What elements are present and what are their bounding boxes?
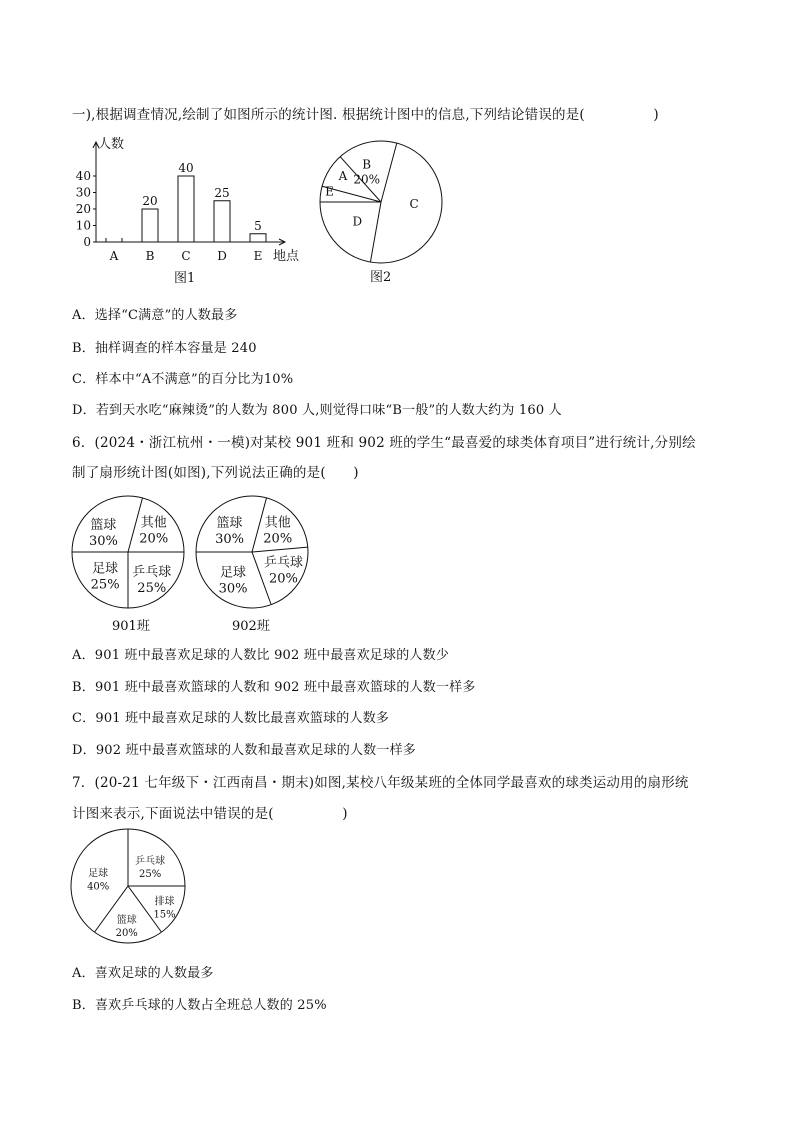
figure-caption: 图1 <box>174 271 196 286</box>
y-tick-label: 0 <box>83 235 91 249</box>
pie-slice-label: 排球 <box>154 896 175 908</box>
bar <box>250 234 266 242</box>
q6-option-a: A．901 班中最喜欢足球的人数比 902 班中最喜欢足球的人数少 <box>72 648 450 663</box>
bar <box>142 209 158 242</box>
pie-slice-label: 乒乓球 <box>132 564 172 580</box>
pie-caption: 902班 <box>232 619 270 634</box>
x-tick-label: B <box>145 249 155 263</box>
pie-slice-label: 足球 <box>220 565 247 581</box>
pie-slice-percent: 15% <box>153 909 176 921</box>
pie-slice-label: 乒乓球 <box>263 555 303 571</box>
y-tick-label: 30 <box>75 185 91 200</box>
y-tick-label: 40 <box>75 169 91 183</box>
pie-slice-percent: 40% <box>87 881 110 893</box>
pie-slice-percent: 30% <box>218 581 248 597</box>
pie-slice-percent: 30% <box>215 532 244 548</box>
pie-slice-percent: 20% <box>269 571 298 587</box>
bar-value-label: 20 <box>142 194 158 208</box>
pie-chart-902 <box>190 496 320 636</box>
pie-slice-percent: 20% <box>139 531 169 547</box>
bar-chart <box>70 132 310 287</box>
pie-slice-label: B <box>362 157 372 172</box>
q5-option-d: D．若到天水吃“麻辣烫”的人数为 800 人,则觉得口味“B一般”的人数大约为 160 人 <box>72 403 562 418</box>
x-tick-label: A <box>109 249 119 263</box>
pie-slice-percent: 25% <box>137 580 167 596</box>
bar-value-label: 5 <box>254 218 262 233</box>
pie-caption: 901班 <box>112 619 150 634</box>
pie-slice-label: A <box>338 169 348 184</box>
y-tick-label: 20 <box>75 202 91 216</box>
q7-stem-line2: 计图来表示,下面说法中错误的是( ) <box>72 806 348 822</box>
q6-stem-line1: 6．(2024・浙江杭州・一模)对某校 901 班和 902 班的学生“最喜爱的球类体育项目”进行统计,分别绘 <box>72 435 696 451</box>
q7-stem-line1: 7．(20-21 七年级下・江西南昌・期末)如图,某校八年级某班的全体同学最喜欢的球类运动用的扇形统 <box>72 775 689 791</box>
y-tick-label: 10 <box>75 218 91 233</box>
x-tick-label: D <box>217 249 227 263</box>
pie-slice-percent: 25% <box>139 868 162 880</box>
pie-slice-label: 足球 <box>92 561 119 577</box>
pie-slice-label: 其他 <box>264 515 291 531</box>
q7-option-b: B．喜欢乒乓球的人数占全班总人数的 25% <box>72 998 327 1013</box>
q6-option-d: D．902 班中最喜欢篮球的人数和最喜欢足球的人数一样多 <box>72 743 416 758</box>
q6-option-b: B．901 班中最喜欢篮球的人数和 902 班中最喜欢篮球的人数一样多 <box>72 680 476 695</box>
bar <box>214 201 230 242</box>
pie-slice-label: E <box>325 184 334 199</box>
pie-slice-label: 篮球 <box>116 915 137 927</box>
x-tick-label: E <box>253 249 263 263</box>
bar <box>178 176 194 242</box>
x-tick-label: C <box>181 249 191 263</box>
q5-option-c: C．样本中“A不满意”的百分比为10% <box>72 372 294 387</box>
pie-slice-label: 乒乓球 <box>135 855 166 867</box>
pie-chart-901 <box>68 496 198 636</box>
y-axis-label: 人数 <box>98 137 125 152</box>
pie-slice-percent: 20% <box>263 531 293 547</box>
x-axis-label: 地点 <box>273 249 300 264</box>
pie-slice-label: 足球 <box>88 868 109 880</box>
pie-slice-percent: 25% <box>90 577 120 593</box>
pie-caption: 图2 <box>370 270 392 285</box>
q6-option-c: C．901 班中最喜欢足球的人数比最喜欢篮球的人数多 <box>72 711 390 726</box>
bar-value-label: 40 <box>178 161 194 175</box>
q5-option-a: A．选择“C满意”的人数最多 <box>72 308 238 323</box>
pie-slice-label: 篮球 <box>90 518 117 534</box>
q5-option-b: B．抽样调查的样本容量是 240 <box>72 341 257 356</box>
pie-slice-label: C <box>409 196 419 211</box>
pie-slice-label: 篮球 <box>216 516 243 532</box>
q7-option-a: A．喜欢足球的人数最多 <box>72 966 214 981</box>
pie-slice-percent: 20% <box>115 928 138 940</box>
pie-chart-q7 <box>70 826 190 950</box>
bar-value-label: 25 <box>214 185 230 200</box>
q6-stem-line2: 制了扇形统计图(如图),下列说法正确的是( ) <box>72 465 359 481</box>
pie-slice-percent: 20% <box>353 172 381 187</box>
pie-slice-percent: 30% <box>88 534 118 550</box>
pie-slice-label: D <box>352 214 363 229</box>
pie-chart-fig2 <box>318 138 448 288</box>
pie-slice-label: 其他 <box>140 515 167 531</box>
q5-stem: 一),根据调查情况,绘制了如图所示的统计图. 根据统计图中的信息,下列结论错误的是( ) <box>72 107 659 123</box>
